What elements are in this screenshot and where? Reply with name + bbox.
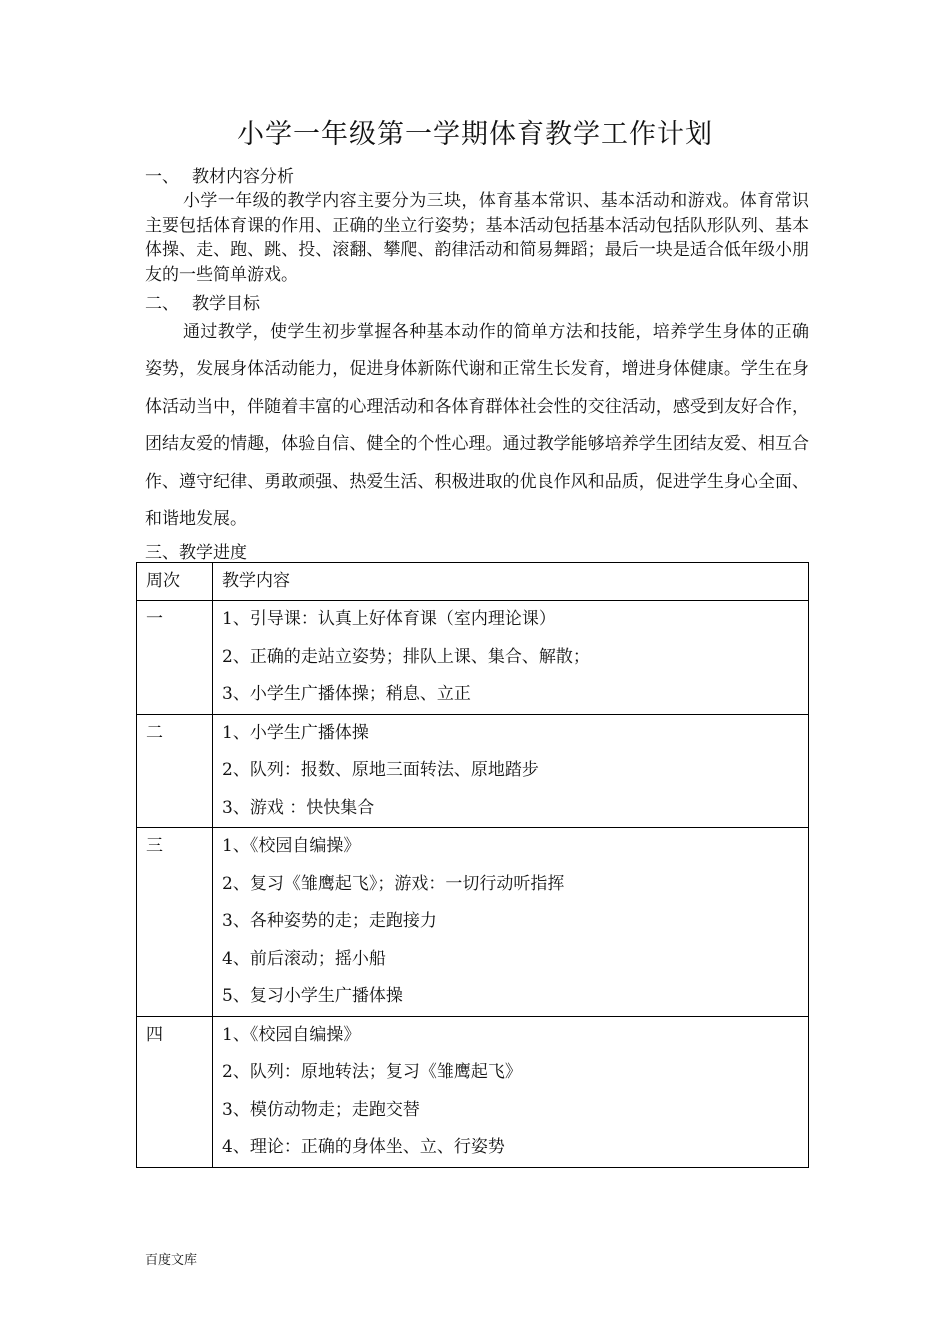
content-item: 5、复习小学生广播体操 bbox=[222, 986, 403, 1006]
content-item: 2、正确的走站立姿势；排队上课、集合、解散； bbox=[222, 646, 590, 667]
content-item: 4、理论：正确的身体坐、立、行姿势 bbox=[222, 1137, 505, 1157]
table-row bbox=[137, 601, 809, 715]
section-paragraph-1: 小学一年级的教学内容主要分为三块，体育基本常识、基本活动和游戏。体育常识主要包括体育课的作用、正确的坐立行姿势；基本活动包括基本活动包括队形队列、基本体操、走、跑、跳、投、滚翻、攀爬、韵律活动和简易舞蹈；最后一块是适合低年级小朋友的一些简单游戏。 bbox=[145, 191, 809, 285]
section-title: 教学目标 bbox=[192, 294, 260, 314]
content-item: 3、各种姿势的走；走跑接力 bbox=[222, 911, 437, 931]
section-heading-3: 三、教学进度 bbox=[145, 543, 247, 563]
content-item: 3、模仿动物走；走跑交替 bbox=[222, 1099, 420, 1120]
section-number: 二、 bbox=[145, 294, 179, 314]
week-label: 二 bbox=[146, 722, 163, 743]
content-item: 1、《校园自编操》 bbox=[222, 1024, 361, 1045]
week-cell bbox=[137, 1016, 213, 1167]
content-cell bbox=[213, 714, 809, 828]
content-cell bbox=[213, 601, 809, 715]
content-item: 2、队列：原地转法；复习《雏鹰起飞》 bbox=[222, 1062, 522, 1082]
schedule-table bbox=[136, 562, 809, 1168]
content-item: 2、复习《雏鹰起飞》；游戏：一切行动听指挥 bbox=[222, 873, 565, 894]
week-cell bbox=[137, 714, 213, 828]
section-paragraph-2: 通过教学，使学生初步掌握各种基本动作的简单方法和技能，培养学生身体的正确姿势，发展身体活动能力，促进身体新陈代谢和正常生长发育，增进身体健康。学生在身体活动当中，伴随着丰富的心理活动和各体育群体社会性的交往活动，感受到友好合作，团结友爱的情趣，体验自信、健全的个性心理。通过教学能够培养学生团结友爱、相互合作、遵守纪律、勇敢顽强、热爱生活、积极进取的优良作风和品质，促进学生身心全面、和谐地发展。 bbox=[145, 322, 809, 530]
table-header-row bbox=[137, 563, 809, 601]
document-title: 小学一年级第一学期体育教学工作计划 bbox=[237, 119, 713, 150]
week-label: 一 bbox=[146, 609, 163, 629]
week-cell bbox=[137, 828, 213, 1017]
content-item: 1、小学生广播体操 bbox=[222, 722, 369, 743]
content-item: 1、《校园自编操》 bbox=[222, 836, 361, 856]
content-item: 3、小学生广播体操；稍息、立正 bbox=[222, 684, 471, 704]
footer-watermark: 百度文库 bbox=[145, 1253, 198, 1268]
table-row bbox=[137, 714, 809, 828]
section-title: 教材内容分析 bbox=[192, 167, 294, 187]
content-item: 3、游戏 ：快快集合 bbox=[222, 797, 375, 818]
section-heading-2 bbox=[145, 289, 260, 314]
table-row bbox=[137, 1016, 809, 1167]
section-number: 一、 bbox=[145, 167, 179, 187]
header-content: 教学内容 bbox=[213, 563, 809, 601]
content-cell bbox=[213, 1016, 809, 1167]
content-item: 4、前后滚动；摇小船 bbox=[222, 948, 386, 969]
week-cell bbox=[137, 601, 213, 715]
week-label: 四 bbox=[146, 1024, 163, 1045]
content-item: 2、队列：报数、原地三面转法、原地踏步 bbox=[222, 760, 539, 780]
section-heading-1 bbox=[145, 162, 294, 187]
week-label: 三 bbox=[146, 836, 163, 856]
content-cell bbox=[213, 828, 809, 1017]
table-row bbox=[137, 828, 809, 1017]
content-item: 1、引导课：认真上好体育课（室内理论课） bbox=[222, 609, 556, 629]
header-week: 周次 bbox=[137, 563, 213, 601]
